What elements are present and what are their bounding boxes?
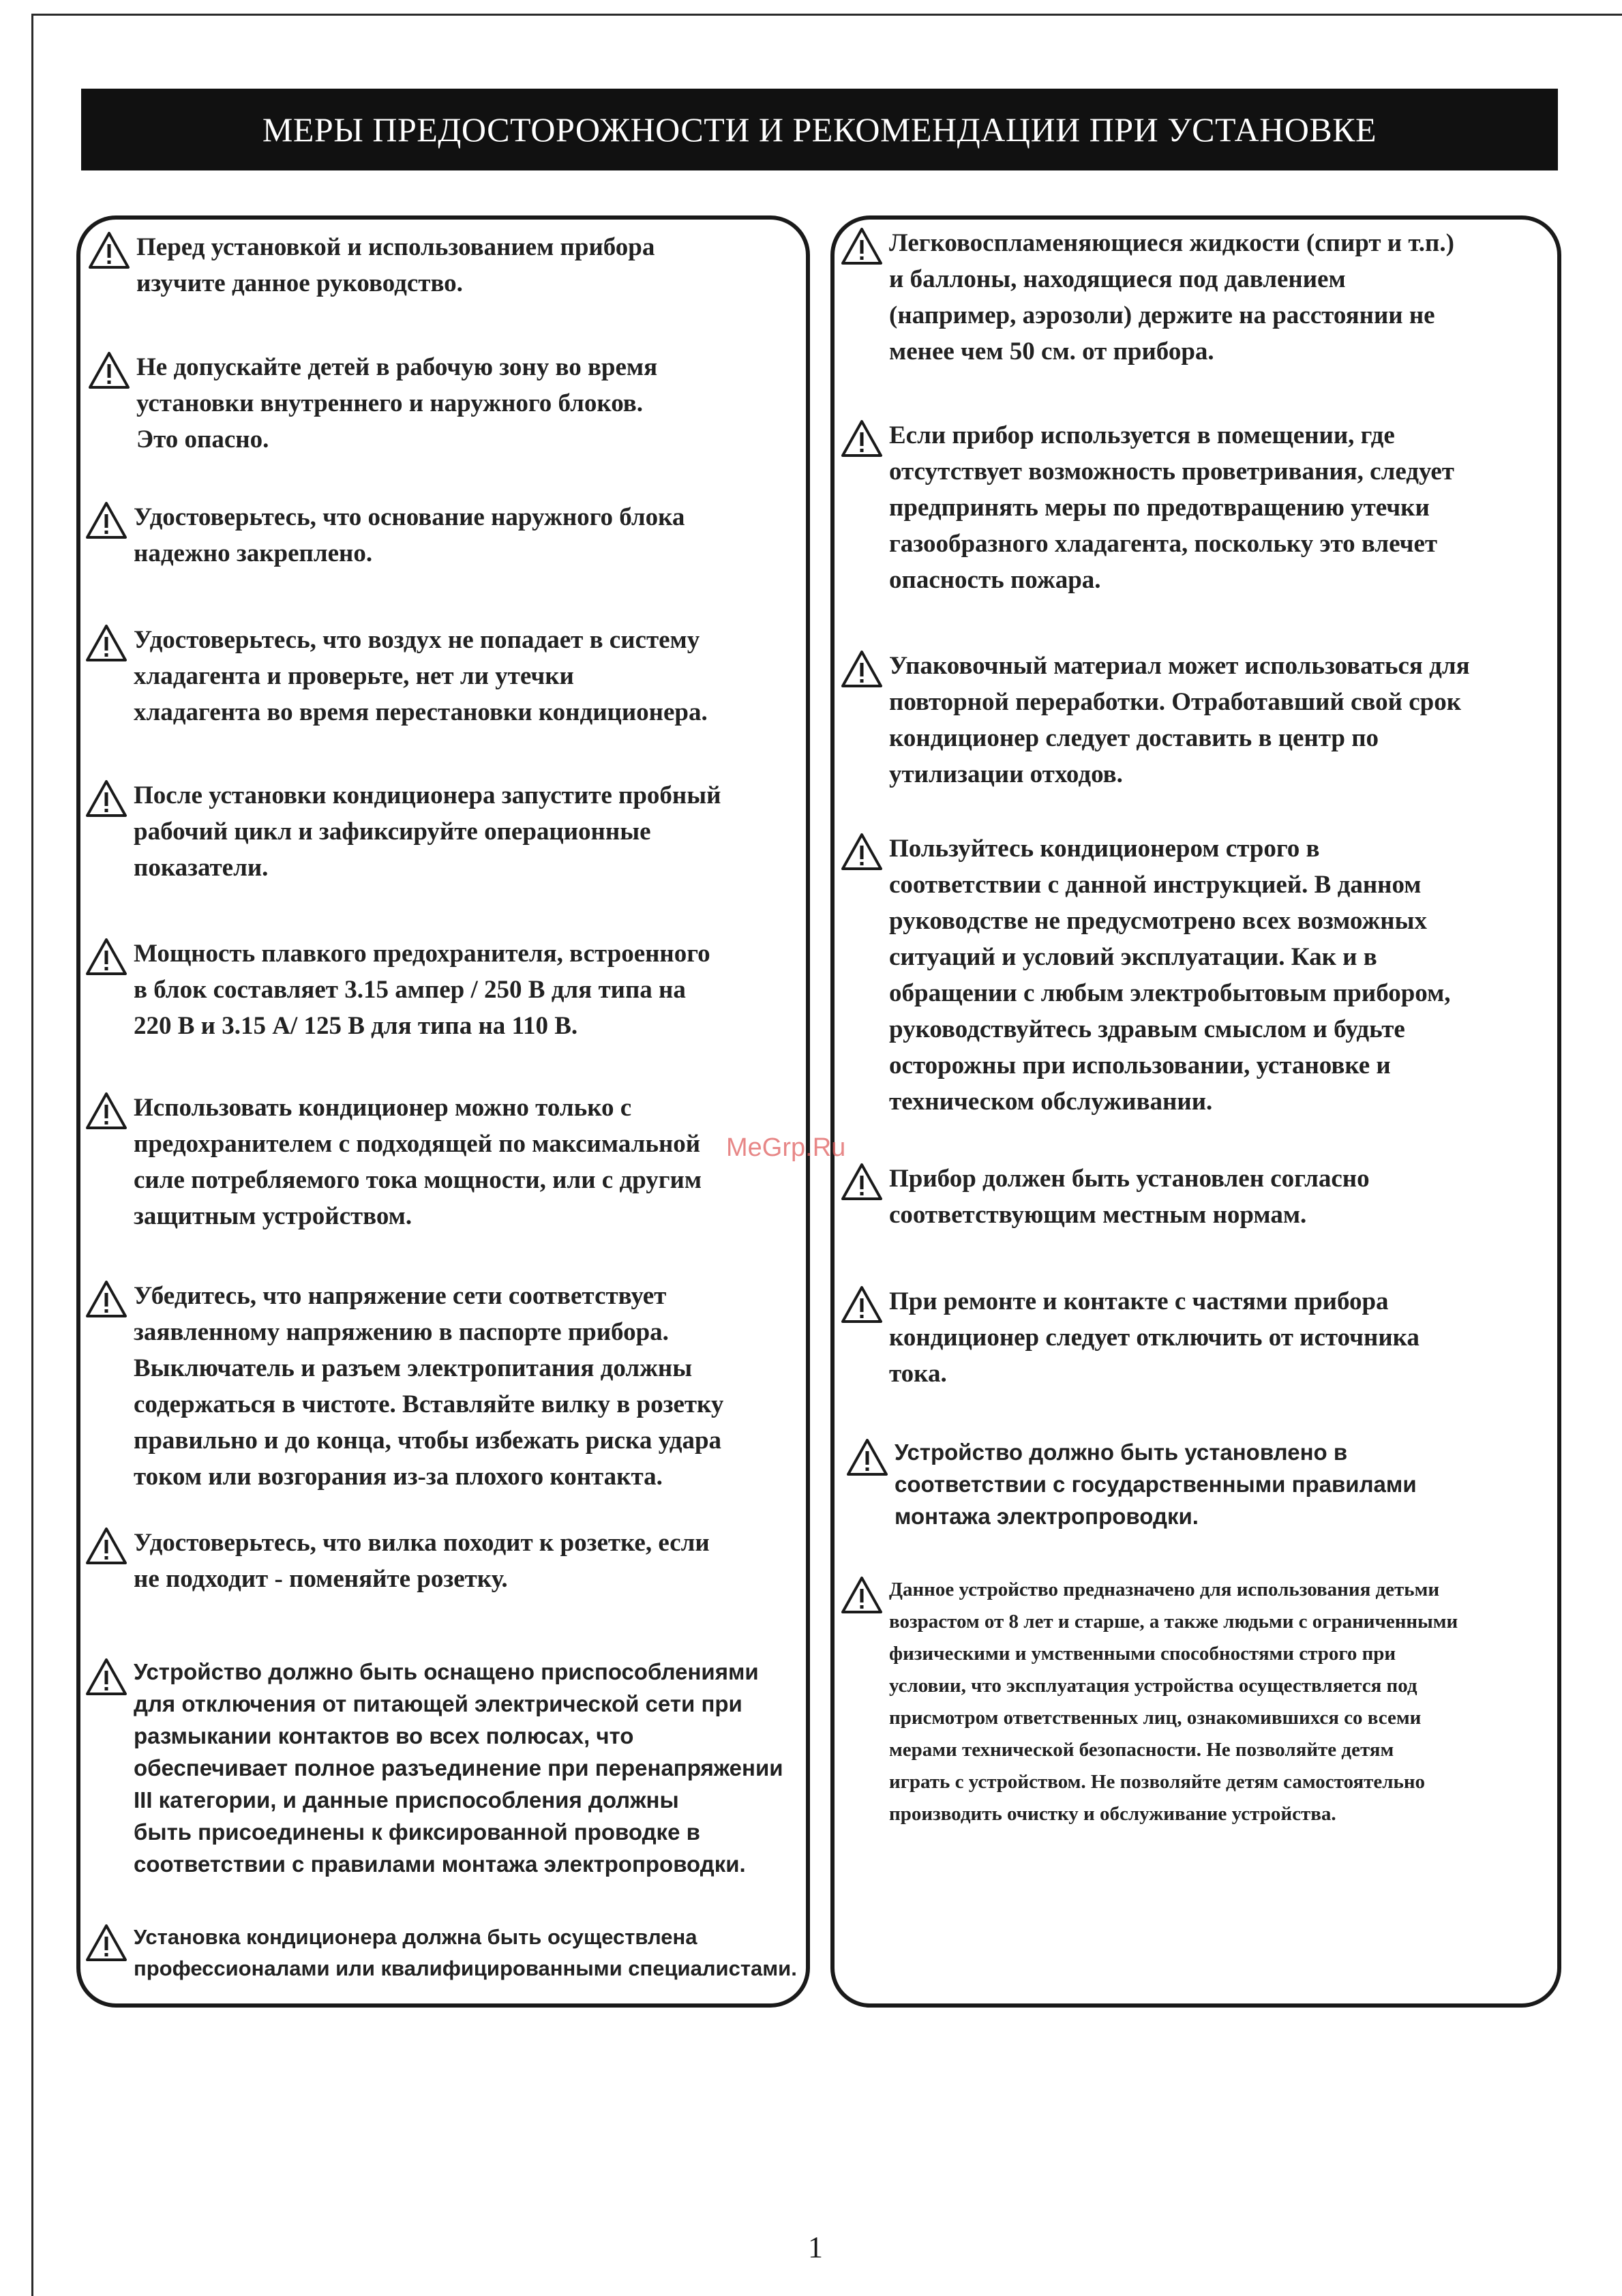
warning-triangle-icon — [85, 1091, 128, 1131]
warning-text: Использовать кондиционер можно только с предохранителем с подходящей по максимальной силе потребляемого тока мощности, или с другим защитным устройством. — [134, 1094, 702, 1230]
warning-triangle-icon — [840, 832, 884, 871]
warning-triangle-icon — [85, 623, 128, 663]
warning-text: Прибор должен быть установлен согласно соответствующим местным нормам. — [889, 1165, 1370, 1229]
warning-text: Не допускайте детей в рабочую зону во время установки внутреннего и наружного блоков. Это опасно. — [136, 353, 658, 453]
warning-text: Мощность плавкого предохранителя, встроенного в блок составляет 3.15 ампер / 250 В для типа на 220 В и 3.15 А/ 125 В для типа на 110 В. — [134, 940, 710, 1040]
warning-triangle-icon — [840, 1162, 884, 1202]
warning-text: После установки кондиционера запустите пробный рабочий цикл и зафиксируйте операционные показатели. — [134, 781, 721, 882]
warning-text: Если прибор используется в помещении, где отсутствует возможность проветривания, следует предпринять меры по предотвращению утечки газообразного хладагента, поскольку это влечет опасность пожара. — [889, 421, 1454, 594]
warning-item — [840, 1161, 1557, 1233]
warning-item — [85, 499, 804, 571]
page-number: 1 — [808, 2231, 823, 2264]
page-title: МЕРЫ ПРЕДОСТОРОЖНОСТИ И РЕКОМЕНДАЦИИ ПРИ УСТАНОВКЕ — [81, 89, 1558, 170]
warning-item — [87, 349, 803, 458]
page-edge-top — [31, 14, 1622, 16]
warning-item — [840, 831, 1557, 1120]
warning-text: Легковоспламеняющиеся жидкости (спирт и т.п.) и баллоны, находящиеся под давлением (например, аэрозоли) держите на расстоянии не менее чем 50 см. от прибора. — [889, 229, 1454, 366]
warning-triangle-icon — [840, 419, 884, 458]
warning-text: При ремонте и контакте с частями прибора кондиционер следует отключить от источника тока. — [889, 1287, 1420, 1388]
warning-item — [840, 1283, 1557, 1392]
warning-triangle-icon — [85, 1279, 128, 1319]
warning-item — [85, 1656, 807, 1880]
warning-text: Пользуйтесь кондиционером строго в соответствии с данной инструкцией. В данном руководстве не предусмотрено всех возможных ситуаций и условий эксплуатации. Как и в обращении с любым электробытовым прибором, руководствуйтесь здравым смыслом и будьте осторожны при использовании, установке и техническом обслуживании. — [889, 835, 1451, 1116]
warning-triangle-icon — [840, 1285, 884, 1324]
warning-item — [85, 936, 804, 1044]
warning-triangle-icon — [85, 937, 128, 976]
warning-triangle-icon — [845, 1437, 889, 1477]
warning-item — [85, 777, 804, 886]
warning-triangle-icon — [840, 1575, 884, 1615]
warning-item — [85, 1090, 804, 1234]
warning-item — [840, 648, 1557, 792]
warning-text: Удостоверьтесь, что вилка походит к розетке, если не подходит - поменяйте розетку. — [134, 1529, 710, 1593]
warning-triangle-icon — [85, 779, 128, 818]
warning-text: Перед установкой и использованием прибора изучите данное руководство. — [136, 233, 655, 297]
warning-triangle-icon — [87, 351, 131, 390]
warning-text: Устройство должно быть оснащено приспособлениями для отключения от питающей электрической сети при размыкании контактов во всех полюсах, что обеспечивает полное разъединение при перенапряжении III категории, и данные приспособления должны быть присоединены к фиксированной проводке в соответствии с правилами монтажа электропроводки. — [134, 1659, 783, 1877]
warning-item — [840, 225, 1557, 370]
warning-triangle-icon — [87, 230, 131, 270]
warning-text: Устройство должно быть установлено в соответствии с государственными правилами монтажа электропроводки. — [895, 1440, 1417, 1529]
warning-item — [840, 417, 1557, 598]
warning-item — [87, 229, 803, 301]
warning-item — [85, 1525, 804, 1597]
page-edge-left — [31, 14, 33, 2296]
warning-text: Упаковочный материал может использоваться для повторной переработки. Отработавший свой срок кондиционер следует доставить в центр по утилизации отходов. — [889, 652, 1470, 788]
warning-item — [845, 1436, 1557, 1532]
warning-text: Удостоверьтесь, что воздух не попадает в систему хладагента и проверьте, нет ли утечки хладагента во время перестановки кондиционера. — [134, 626, 708, 726]
warning-item — [85, 1278, 807, 1495]
warning-text: Убедитесь, что напряжение сети соответствует заявленному напряжению в паспорте прибора. Выключатель и разъем электропитания должны содержаться в чистоте. Вставляйте вилку в розетку правильно и до конца, чтобы избежать риска удара током или возгорания из-за плохого контакта. — [134, 1282, 724, 1491]
warning-triangle-icon — [85, 1526, 128, 1566]
warning-triangle-icon — [840, 226, 884, 266]
warning-triangle-icon — [85, 1923, 128, 1963]
warning-item — [85, 622, 804, 730]
warning-item — [840, 1574, 1557, 1830]
warning-text: Данное устройство предназначено для использования детьми возрастом от 8 лет и старше, а также людьми с ограниченными физическими и умственными способностями строго при условии, что эксплуатация устройства осуществляется под присмотром ответственных лиц, ознакомившихся со всеми мерами технической безопасности. Не позволяйте детям играть с устройством. Не позволяйте детям самостоятельно производить очистку и обслуживание устройства. — [889, 1579, 1458, 1825]
warning-text: Удостоверьтесь, что основание наружного блока надежно закреплено. — [134, 503, 685, 567]
warning-triangle-icon — [840, 649, 884, 689]
warning-triangle-icon — [85, 501, 128, 540]
warning-text: Установка кондиционера должна быть осуществлена профессионалами или квалифицированными специалистами. — [134, 1925, 797, 1980]
warning-item — [85, 1922, 807, 1984]
watermark: MeGrp.Ru — [726, 1133, 846, 1162]
warning-triangle-icon — [85, 1657, 128, 1697]
